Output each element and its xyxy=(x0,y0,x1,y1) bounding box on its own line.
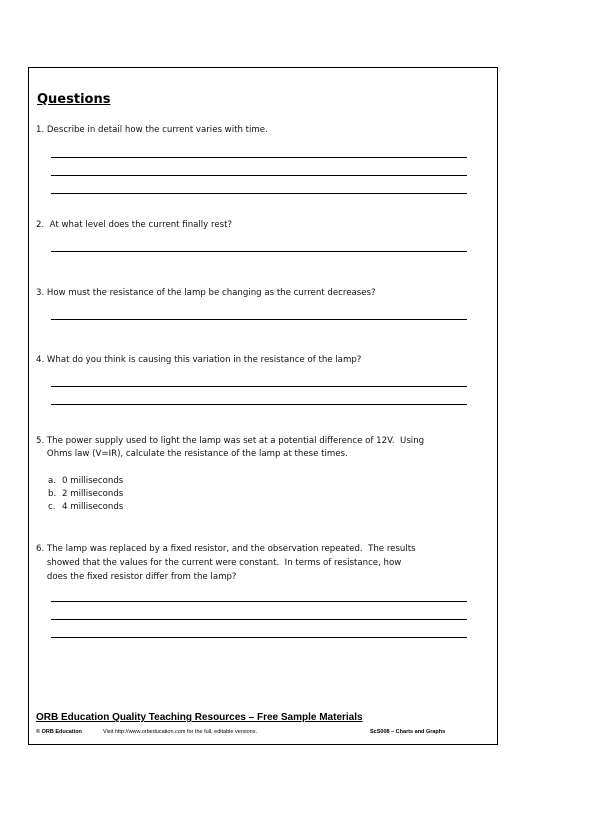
answer-line[interactable] xyxy=(51,157,467,158)
footer-title: ORB Education Quality Teaching Resources – Free Sample Materials xyxy=(36,712,363,723)
subitem-mark: b. xyxy=(48,489,57,499)
question-6-line-1: 6. The lamp was replaced by a fixed resistor, and the observation repeated. The results xyxy=(36,544,416,554)
answer-line[interactable] xyxy=(51,601,467,602)
answer-line[interactable] xyxy=(51,319,467,320)
answer-line[interactable] xyxy=(51,251,467,252)
subitem-b xyxy=(48,488,123,502)
answer-line[interactable] xyxy=(51,175,467,176)
footer-visit: Visit http://www.orbeducation.com for the full, editable versions. xyxy=(103,729,257,735)
question-4: 4. What do you think is causing this variation in the resistance of the lamp? xyxy=(36,355,362,365)
question-6-line-3: does the fixed resistor differ from the lamp? xyxy=(36,572,237,582)
footer-copyright: © ORB Education xyxy=(36,729,82,735)
subitem-text: 2 milliseconds xyxy=(62,489,124,499)
subitem-text: 0 milliseconds xyxy=(62,476,124,486)
question-5-line-2: Ohms law (V=IR), calculate the resistance of the lamp at these times. xyxy=(36,449,348,459)
subitem-a xyxy=(48,475,123,489)
answer-line[interactable] xyxy=(51,619,467,620)
subitem-mark: a. xyxy=(48,476,56,486)
footer-code: ScS008 – Charts and Graphs xyxy=(370,729,446,735)
subitem-c xyxy=(48,501,123,515)
answer-line[interactable] xyxy=(51,386,467,387)
answer-line[interactable] xyxy=(51,404,467,405)
question-1: 1. Describe in detail how the current varies with time. xyxy=(36,125,268,135)
subitem-text: 4 milliseconds xyxy=(62,502,124,512)
subitem-mark: c. xyxy=(48,502,56,512)
page-border xyxy=(28,67,498,745)
answer-line[interactable] xyxy=(51,637,467,638)
question-5-line-1: 5. The power supply used to light the lamp was set at a potential difference of 12V. Using xyxy=(36,436,425,446)
question-6-line-2: showed that the values for the current were constant. In terms of resistance, how xyxy=(36,558,402,568)
answer-line[interactable] xyxy=(51,193,467,194)
questions-heading: Questions xyxy=(37,92,111,107)
question-2: 2. At what level does the current finally rest? xyxy=(36,220,233,230)
question-3: 3. How must the resistance of the lamp be changing as the current decreases? xyxy=(36,288,376,298)
